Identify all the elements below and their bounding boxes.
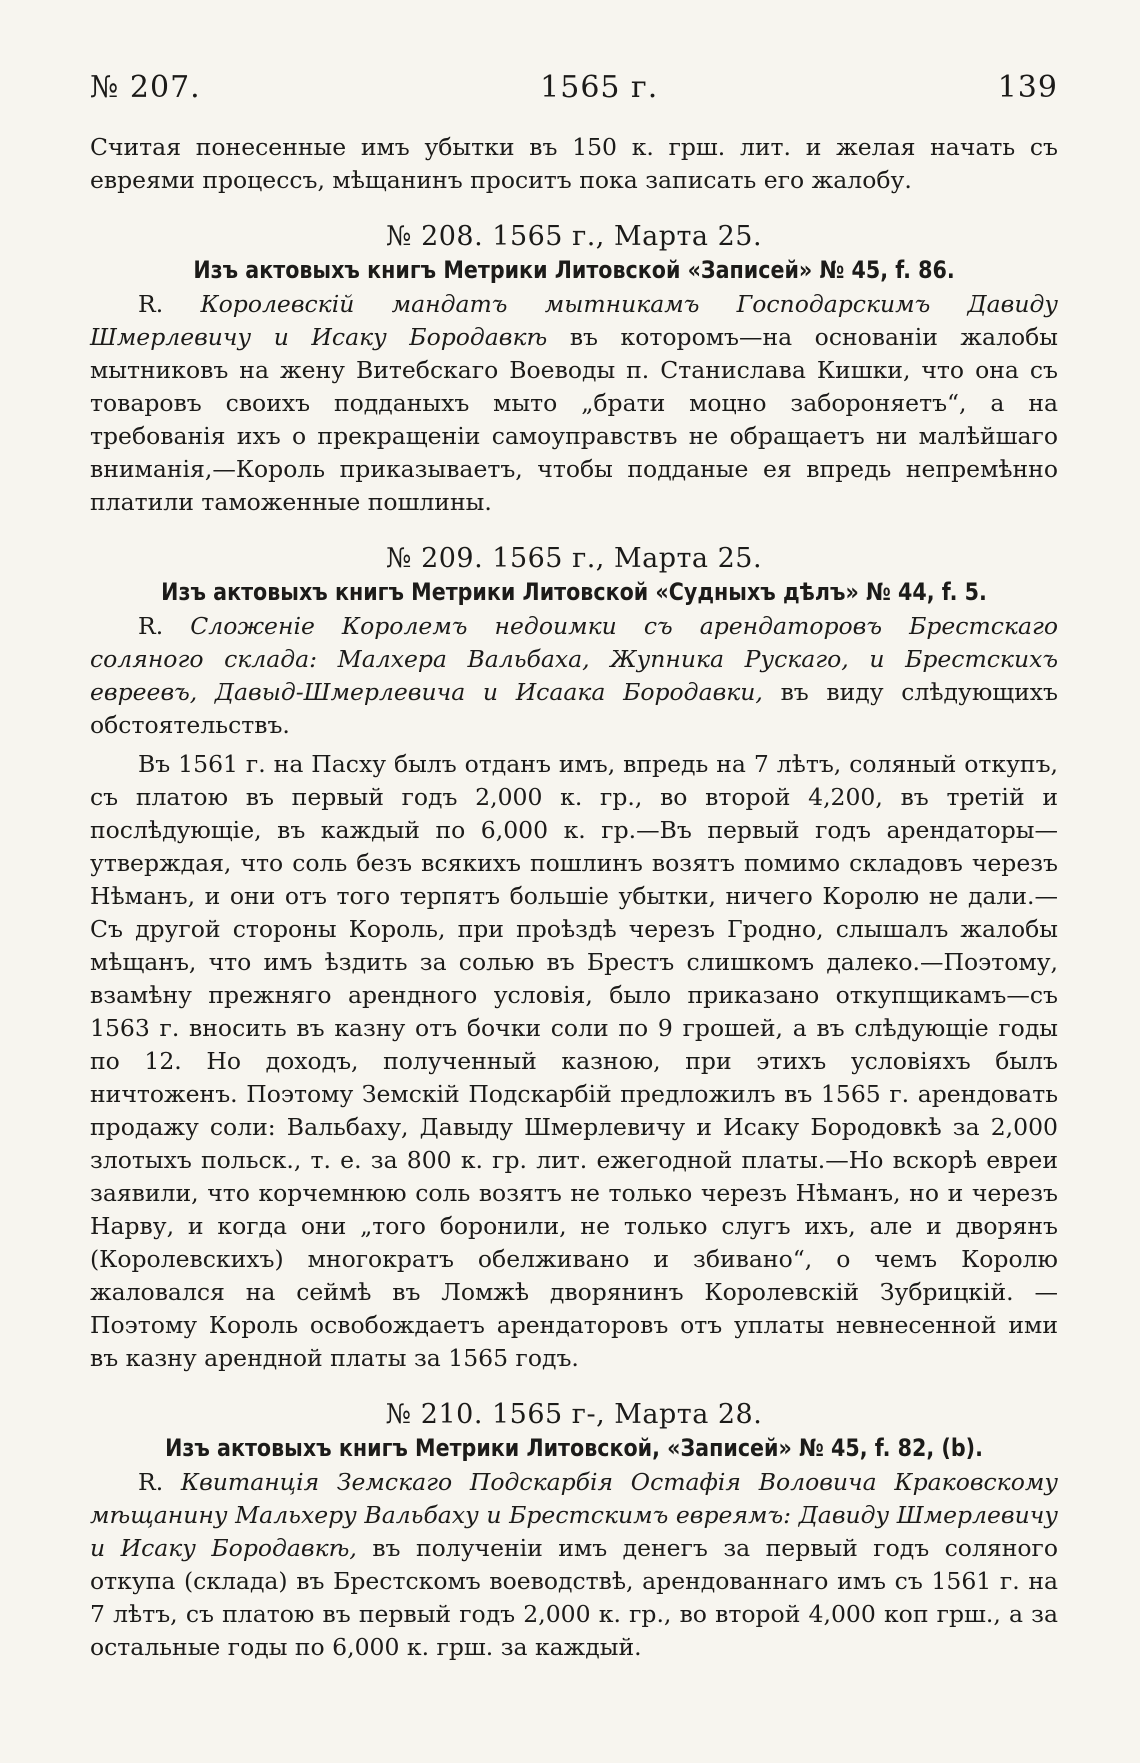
entry-210-source: Изъ актовыхъ книгъ Метрики Литовской, «Записей» № 45, f. 82, (b).: [165, 1434, 983, 1462]
entry-208-heading: № 208. 1565 г., Марта 25.: [385, 221, 763, 252]
header-year: 1565 г.: [540, 70, 659, 105]
entry-208-source: Изъ актовыхъ книгъ Метрики Литовской «Записей» № 45, f. 86.: [193, 256, 955, 284]
entry-209-summary: [90, 610, 1058, 742]
entry-209-heading: № 209. 1565 г., Марта 25.: [385, 543, 763, 574]
entry-209-body: Въ 1561 г. на Пасху былъ отданъ имъ, впредь на 7 лѣтъ, соляный откупъ, съ платою въ первый годъ 2,000 к. гр., во второй 4,200, въ третій и послѣдующіе, въ каждый по 6,000 к. гр.—Въ первый годъ арендаторы—утверждая, что соль безъ всякихъ пошлинъ возятъ помимо складовъ черезъ Нѣманъ, и они отъ того терпятъ большіе убытки, ничего Королю не дали.—Съ другой стороны Король, при проѣздѣ черезъ Гродно, слышалъ жалобы мѣщанъ, что имъ ѣздить за солью въ Брестъ слишкомъ далеко.—Поэтому, взамѣну прежняго арендного условія, было приказано откупщикамъ—съ 1563 г. вносить въ казну отъ бочки соли по 9 грошей, а въ слѣдующіе годы по 12. Но доходъ, полученный казною, при этихъ условіяхъ былъ ничтоженъ. Поэтому Земскій Подскарбій предложилъ въ 1565 г. арендовать продажу соли: Вальбаху, Давыду Шмерлевичу и Исаку Бородовкѣ за 2,000 злотыхъ польск., т. е. за 800 к. гр. лит. ежегодной платы.—Но вскорѣ евреи заявили, что корчемнюю соль возятъ не только черезъ Нѣманъ, но и черезъ Нарву, и когда они „того боронили, не только слугъ ихъ, але и дворянъ (Королевскихъ) многократъ обелживано и збивано“, о чемъ Королю жаловался на сеймѣ въ Ломжѣ дворянинъ Королевскій Зубрицкій. — Поэтому Король освобождаетъ арендаторовъ отъ уплаты невнесенной ими въ казну арендной платы за 1565 годъ.: [90, 750, 1058, 1372]
entry-210-heading: № 210. 1565 г-, Марта 28.: [385, 1399, 763, 1430]
entry-208-lead: R.: [138, 290, 164, 318]
header-doc-number: № 207.: [90, 70, 201, 105]
entry-208-summary-italic: Королевскій мандатъ мытникамъ Господарскимъ Давиду Шмерлевичу и Исаку Бородавкѣ: [90, 290, 1058, 351]
entry-210-summary: [90, 1466, 1058, 1664]
entry-210-summary-text: въ полученіи имъ денегъ за первый годъ соляного откупа (склада) въ Брестскомъ воеводствѣ, арендованнаго имъ съ 1561 г. на 7 лѣтъ, съ платою въ первый годъ 2,000 к. гр., во второй 4,000 коп грш., а за остальные годы по 6,000 к. грш. за каждый.: [90, 1534, 1058, 1661]
entry-209-summary-text: въ виду слѣдующихъ обстоятельствъ.: [90, 678, 1058, 739]
entry-208-summary: [90, 288, 1058, 519]
entry-209-summary-italic: Сложеніе Королемъ недоимки съ арендаторовъ Брестскаго соляного склада: Малхера Вальбаха, Жупника Рускаго, и Брестскихъ евреевъ, Давыд-Шмерлевича и Исаака Бородавки,: [90, 612, 1058, 706]
entry-210-lead: R.: [138, 1468, 164, 1496]
continuation-text: Считая понесенные имъ убытки въ 150 к. грш. лит. и желая начать съ евреями процессъ, мѣщанинъ проситъ пока записать его жалобу.: [90, 133, 1058, 194]
entry-210-summary-italic: Квитанція Земскаго Подскарбія Остафія Воловича Краковскому мѣщанину Мальхеру Вальбаху и Брестскимъ евреямъ: Давиду Шмерлевичу и Исаку Бородавкѣ,: [90, 1468, 1058, 1562]
running-header: [90, 70, 1058, 105]
entry-209-source: Изъ актовыхъ книгъ Метрики Литовской «Судныхъ дѣлъ» № 44, f. 5.: [161, 578, 987, 606]
entry-208-summary-text: въ которомъ—на основаніи жалобы мытниковъ на жену Витебскаго Воеводы п. Станислава Кишки, что она съ товаровъ своихъ подданыхъ мыто „брати моцно забороняетъ“, а на требованія ихъ о прекращеніи самоуправствъ не обращаетъ ни малѣйшаго вниманія,—Король приказываетъ, чтобы подданые ея впредь непремѣнно платили таможенные пошлины.: [90, 323, 1058, 516]
entry-209-lead: R.: [138, 612, 164, 640]
page-number: 139: [997, 70, 1058, 105]
